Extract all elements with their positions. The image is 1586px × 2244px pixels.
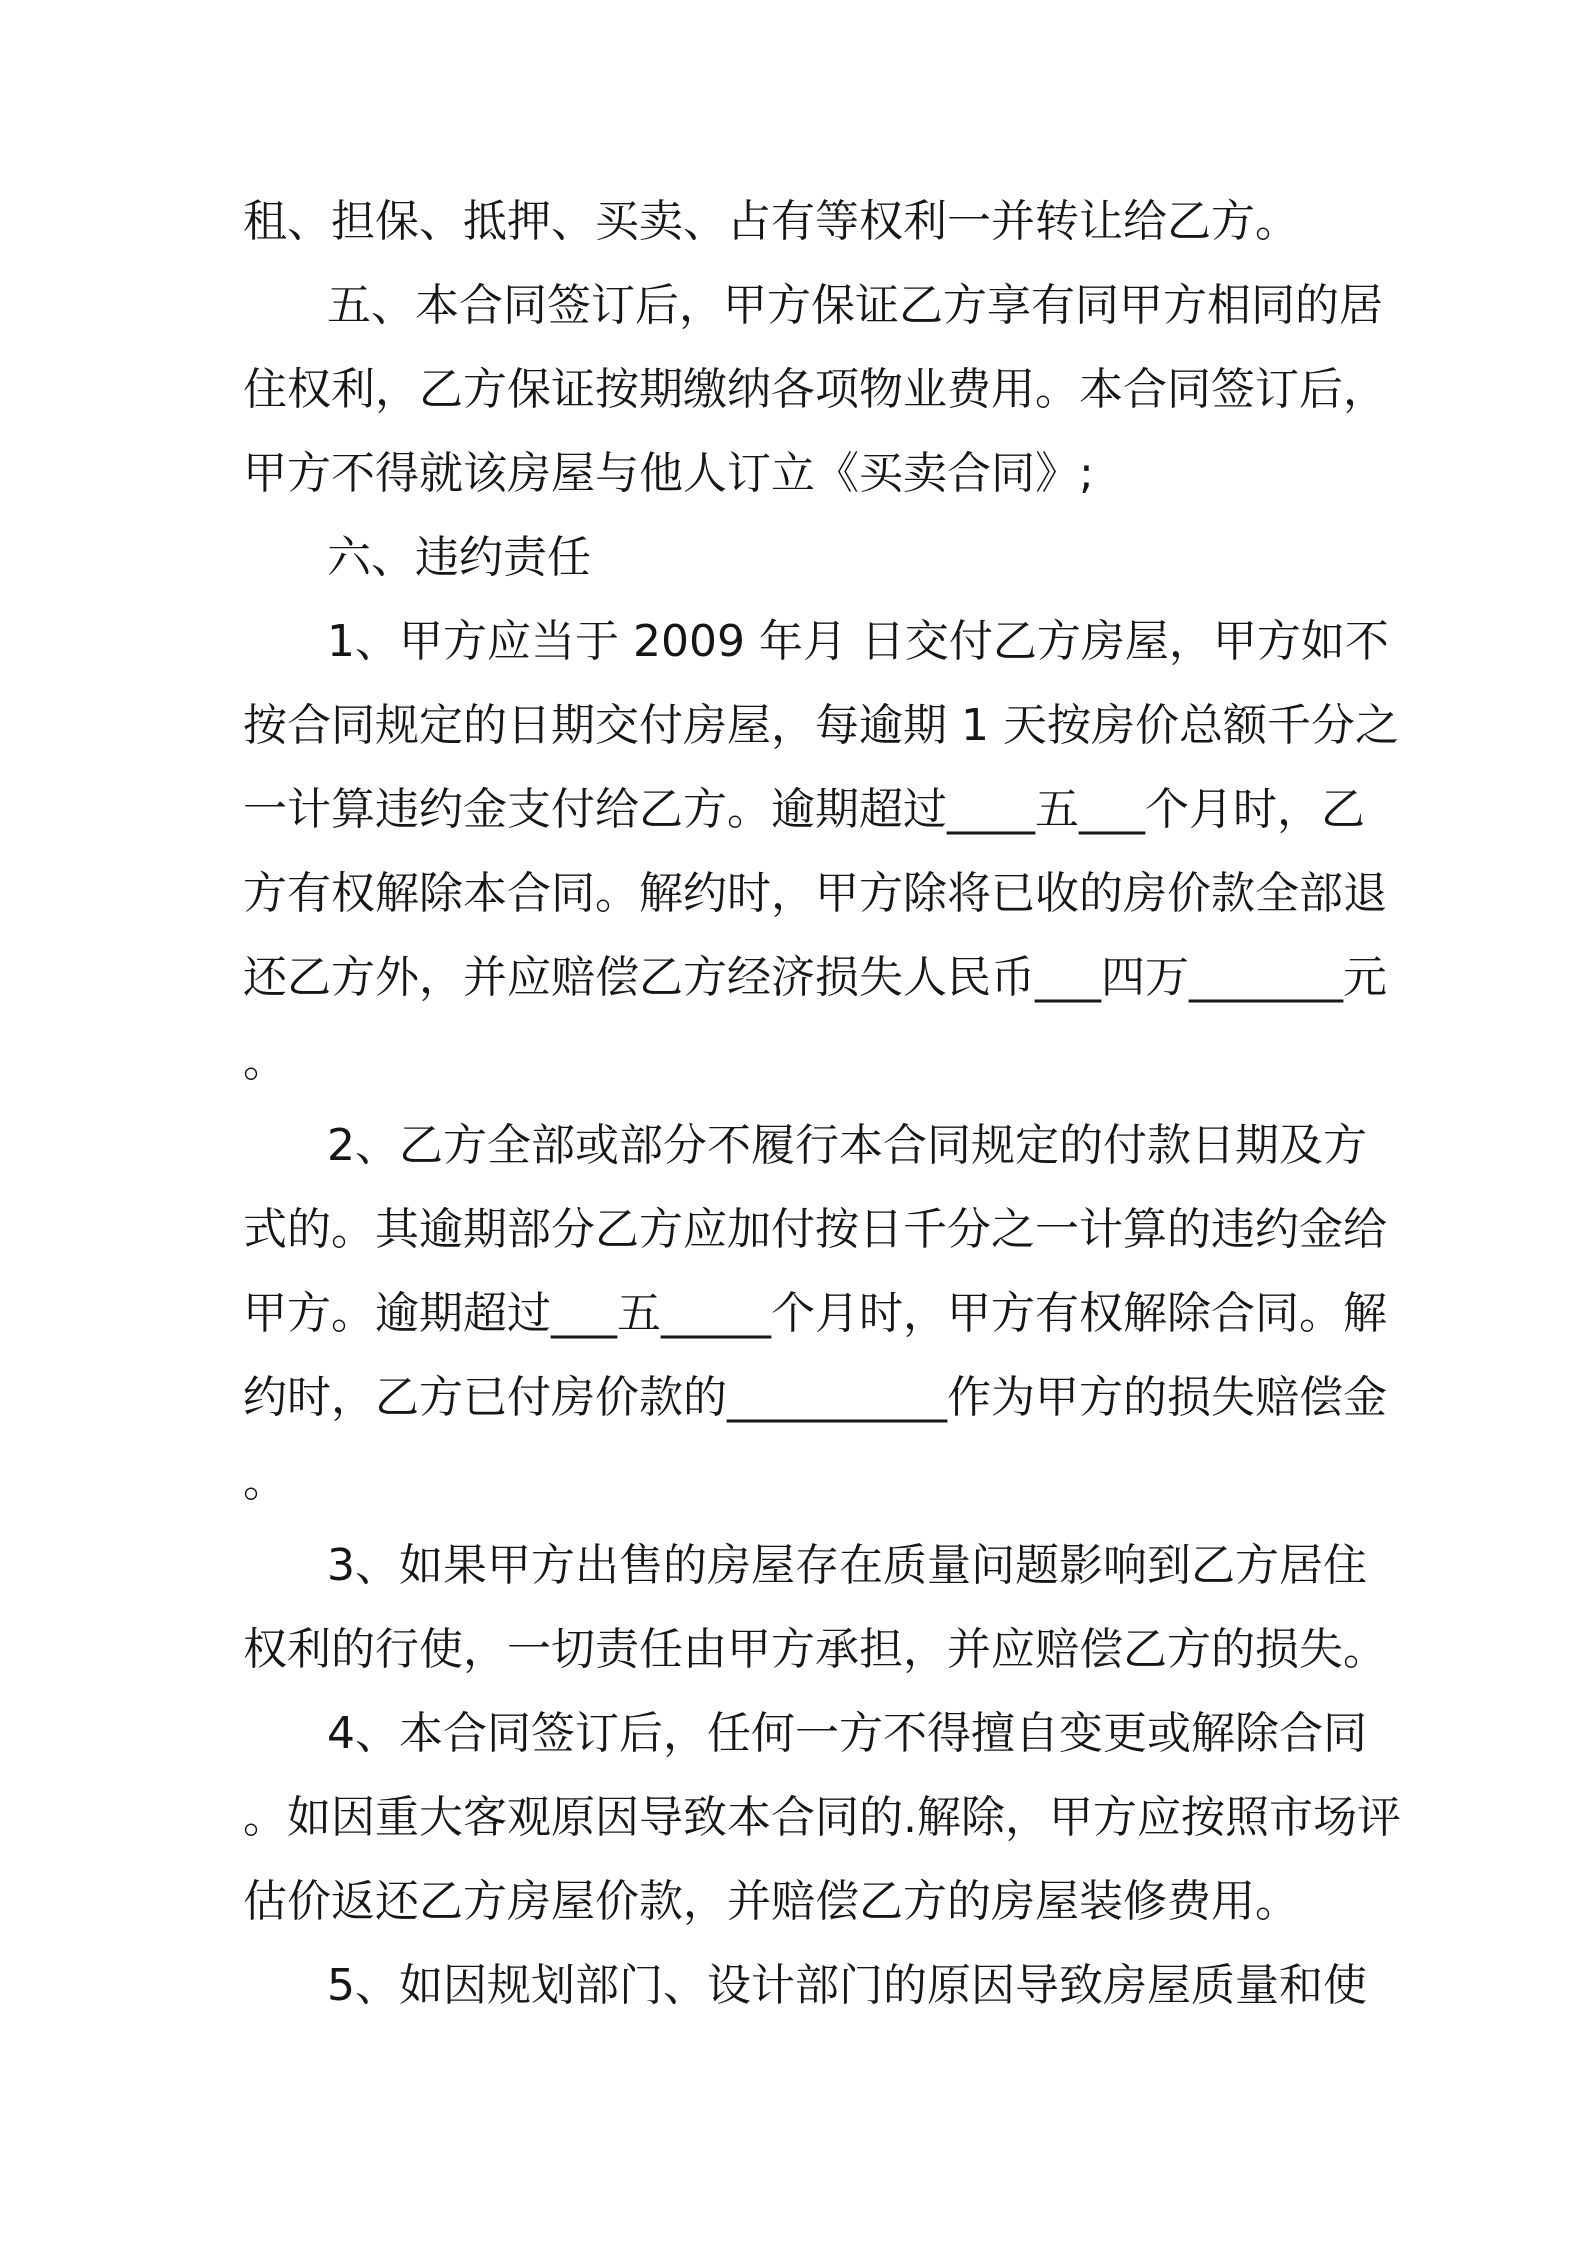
text-line-22: 5、如因规划部门、设计部门的原因导致房屋质量和使 [327,1960,1367,2011]
text-line-3: 住权利，乙方保证按期缴纳各项物业费用。本合同签订后， [243,364,1387,415]
document-body [243,180,1401,2028]
text-line-4: 甲方不得就该房屋与他人订立《买卖合同》; [243,448,1094,499]
text-line-12: 2、乙方全部或部分不履行本合同规定的付款日期及方 [327,1120,1367,1171]
text-line-16: 。 [243,1456,287,1507]
text-line-20: 。如因重大客观原因导致本合同的.解除，甲方应按照市场评 [243,1792,1401,1843]
text-line-21: 估价返还乙方房屋价款，并赔偿乙方的房屋装修费用。 [243,1876,1299,1927]
text-line-7: 按合同规定的日期交付房屋，每逾期 1 天按房价总额千分之 [243,700,1399,751]
text-line-11: 。 [243,1036,287,1087]
text-line-17: 3、如果甲方出售的房屋存在质量问题影响到乙方居住 [327,1540,1367,1591]
text-line-9: 方有权解除本合同。解约时，甲方除将已收的房价款全部退 [243,868,1387,919]
text-line-19: 4、本合同签订后，任何一方不得擅自变更或解除合同 [327,1708,1367,1759]
text-line-8: 一计算违约金支付给乙方。逾期超过____五___个月时，乙 [243,784,1365,835]
text-line-2: 五、本合同签订后，甲方保证乙方享有同甲方相同的居 [327,280,1383,331]
section-heading-breach: 六、违约责任 [327,532,591,583]
text-line-10: 还乙方外，并应赔偿乙方经济损失人民币___四万_______元 [243,952,1387,1003]
text-line-6: 1、甲方应当于 2009 年月 日交付乙方房屋，甲方如不 [327,616,1389,667]
text-line-1: 租、担保、抵押、买卖、占有等权利一并转让给乙方。 [243,196,1299,247]
text-line-18: 权利的行使，一切责任由甲方承担，并应赔偿乙方的损失。 [243,1624,1387,1675]
text-line-14: 甲方。逾期超过___五_____个月时，甲方有权解除合同。解 [243,1288,1387,1339]
text-line-15: 约时，乙方已付房价款的__________作为甲方的损失赔偿金 [243,1372,1387,1423]
text-line-13: 式的。其逾期部分乙方应加付按日千分之一计算的违约金给 [243,1204,1387,1255]
